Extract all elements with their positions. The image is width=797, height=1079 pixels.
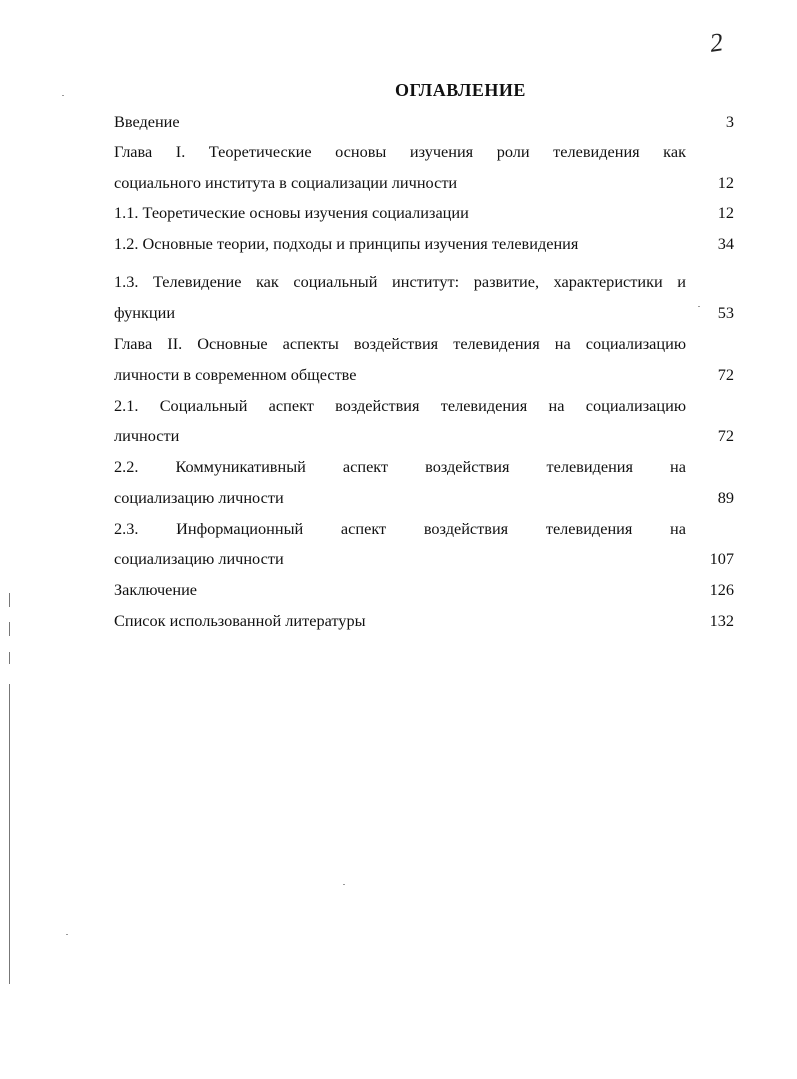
toc-entry-page: 12 — [717, 173, 734, 192]
toc-entry-text: социального института в социализации личности — [114, 173, 458, 192]
toc-entry-page: 107 — [709, 549, 734, 568]
toc-entry-text: личности — [114, 426, 180, 445]
scan-artifact — [9, 593, 10, 607]
toc-entry-text: Введение — [114, 112, 180, 131]
toc-entry-text: 2.3. Информационный аспект воздействия телевидения на — [114, 519, 686, 538]
scan-artifact — [9, 684, 10, 984]
scan-speck — [62, 95, 64, 96]
toc-entry-text: 2.2. Коммуникативный аспект воздействия телевидения на — [114, 457, 686, 476]
toc-entry-chapter-1[interactable] — [114, 141, 734, 163]
scan-speck — [698, 306, 700, 307]
toc-entry-text: 1.3. Телевидение как социальный институт: развитие, характеристики и — [114, 272, 686, 291]
toc-entry-text: Список использованной литературы — [114, 611, 366, 630]
toc-entry-section-2-3-cont[interactable] — [114, 548, 734, 570]
toc-entry-text: Глава II. Основные аспекты воздействия телевидения на социализацию — [114, 334, 686, 353]
toc-entry-text: социализацию личности — [114, 488, 284, 507]
toc-entry-page: 12 — [717, 203, 734, 222]
toc-entry-text: личности в современном обществе — [114, 365, 357, 384]
toc-entry-page: 3 — [725, 112, 734, 131]
scan-artifact — [9, 622, 10, 636]
scan-speck — [66, 934, 68, 935]
toc-entry-section-1-3-cont[interactable] — [114, 302, 734, 324]
toc-entry-page: 126 — [709, 580, 734, 599]
toc-entry-section-1-2[interactable] — [114, 233, 734, 255]
toc-entry-text: Глава I. Теоретические основы изучения роли телевидения как — [114, 142, 686, 161]
toc-entry-text: 1.2. Основные теории, подходы и принципы изучения телевидения — [114, 234, 579, 253]
toc-entry-page: 132 — [709, 611, 734, 630]
toc-entry-section-2-2[interactable] — [114, 456, 734, 478]
toc-entry-section-2-2-cont[interactable] — [114, 487, 734, 509]
toc-entry-text: функции — [114, 303, 176, 322]
toc-entry-chapter-1-cont[interactable] — [114, 172, 734, 194]
toc-entry-section-1-3[interactable] — [114, 271, 734, 293]
toc-entry-chapter-2-cont[interactable] — [114, 364, 734, 386]
toc-entry-page: 89 — [717, 488, 734, 507]
scan-artifact — [9, 652, 10, 664]
toc-entry-text: Заключение — [114, 580, 198, 599]
toc-entry-section-2-3[interactable] — [114, 518, 734, 540]
toc-entry-text: социализацию личности — [114, 549, 284, 568]
page-number-mark: 2 — [707, 27, 725, 58]
toc-entry-text: 1.1. Теоретические основы изучения социализации — [114, 203, 469, 222]
toc-entry-page: 53 — [717, 303, 734, 322]
toc-entry-bibliography[interactable] — [114, 610, 734, 632]
toc-entry-page: 34 — [717, 234, 734, 253]
toc-entry-chapter-2[interactable] — [114, 333, 734, 355]
toc-entry-page: 72 — [717, 365, 734, 384]
scan-speck — [343, 884, 345, 885]
toc-title: ОГЛАВЛЕНИЕ — [395, 80, 526, 100]
toc-entry-introduction[interactable] — [114, 111, 734, 133]
toc-entry-section-1-1[interactable] — [114, 202, 734, 224]
toc-entry-conclusion[interactable] — [114, 579, 734, 601]
toc-entry-section-2-1-cont[interactable] — [114, 425, 734, 447]
toc-entry-page: 72 — [717, 426, 734, 445]
toc-entry-text: 2.1. Социальный аспект воздействия телевидения на социализацию — [114, 396, 686, 415]
toc-entry-section-2-1[interactable] — [114, 395, 734, 417]
